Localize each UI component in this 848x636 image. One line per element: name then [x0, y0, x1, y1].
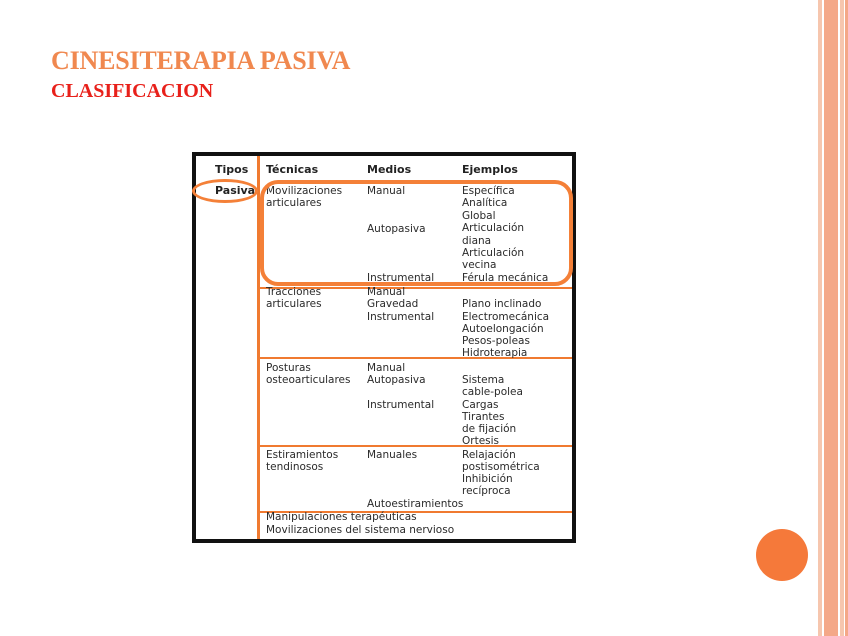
ejemplo-cell: Plano inclinado — [462, 298, 542, 310]
tecnica-cell: tendinosos — [266, 461, 324, 473]
ejemplo-cell: Férula mecánica — [462, 272, 549, 284]
medio-cell: Manual — [367, 286, 406, 298]
slide-subtitle: CLASIFICACION — [51, 80, 214, 102]
medio-cell: Instrumental — [367, 272, 435, 284]
slide-title: CINESITERAPIA PASIVA — [51, 46, 351, 75]
ejemplo-cell: cable-polea — [462, 386, 523, 398]
ejemplo-cell: diana — [462, 235, 492, 247]
medio-cell: Manual — [367, 362, 406, 374]
ejemplo-cell: Autoelongación — [462, 323, 544, 335]
ejemplo-cell: Sistema — [462, 374, 505, 386]
ejemplo-cell: Electromecánica — [462, 311, 550, 323]
medio-cell: Instrumental — [367, 399, 435, 411]
ejemplo-cell: Relajación — [462, 449, 516, 461]
tecnica-cell: Posturas — [266, 362, 311, 374]
tecnica-cell: Movilizaciones del sistema nervioso — [266, 524, 455, 536]
ejemplo-cell: Articulación — [462, 247, 525, 259]
header-ejemplos: Ejemplos — [462, 163, 518, 176]
header-tecnicas: Técnicas — [266, 163, 319, 176]
ejemplo-cell: Cargas — [462, 399, 499, 411]
medio-cell: Autopasiva — [367, 223, 426, 235]
decorative-stripe — [840, 0, 844, 636]
ejemplo-cell: Tirantes — [462, 411, 505, 423]
tecnica-cell: Estiramientos — [266, 449, 339, 461]
ejemplo-cell: Ortesis — [462, 435, 500, 447]
ejemplo-cell: Articulación — [462, 222, 525, 234]
ejemplo-cell: Pesos-poleas — [462, 335, 530, 347]
medio-cell: Instrumental — [367, 311, 435, 323]
header-medios: Medios — [367, 163, 412, 176]
row-divider — [257, 445, 572, 447]
ejemplo-cell: Global — [462, 210, 496, 222]
classification-table — [192, 152, 576, 543]
medio-cell: Manuales — [367, 449, 418, 461]
tecnica-cell: articulares — [266, 197, 322, 209]
medio-cell: Autoestiramientos — [367, 498, 464, 510]
ejemplo-cell: recíproca — [462, 485, 511, 497]
ejemplo-cell: Analítica — [462, 197, 508, 209]
ejemplo-cell: vecina — [462, 259, 497, 271]
decorative-stripe — [818, 0, 822, 636]
highlight-box — [260, 180, 573, 286]
tecnica-cell: Tracciones — [266, 286, 322, 298]
highlight-oval — [192, 179, 258, 203]
tecnica-cell: Movilizaciones — [266, 185, 343, 197]
tecnica-cell: articulares — [266, 298, 322, 310]
header-tipos: Tipos — [215, 163, 249, 176]
medio-cell: Autopasiva — [367, 374, 426, 386]
ejemplo-cell: Inhibición — [462, 473, 513, 485]
decorative-stripe — [824, 0, 838, 636]
medio-cell: Gravedad — [367, 298, 419, 310]
tecnica-cell: Manipulaciones terapéuticas — [266, 511, 417, 523]
medio-cell: Manual — [367, 185, 406, 197]
decorative-circle — [756, 529, 808, 581]
tipo-pasiva: Pasiva — [215, 184, 256, 197]
ejemplo-cell: postisométrica — [462, 461, 540, 473]
tecnica-cell: osteoarticulares — [266, 374, 351, 386]
ejemplo-cell: Específica — [462, 185, 515, 197]
ejemplo-cell: de fijación — [462, 423, 517, 435]
ejemplo-cell: Hidroterapia — [462, 347, 528, 359]
